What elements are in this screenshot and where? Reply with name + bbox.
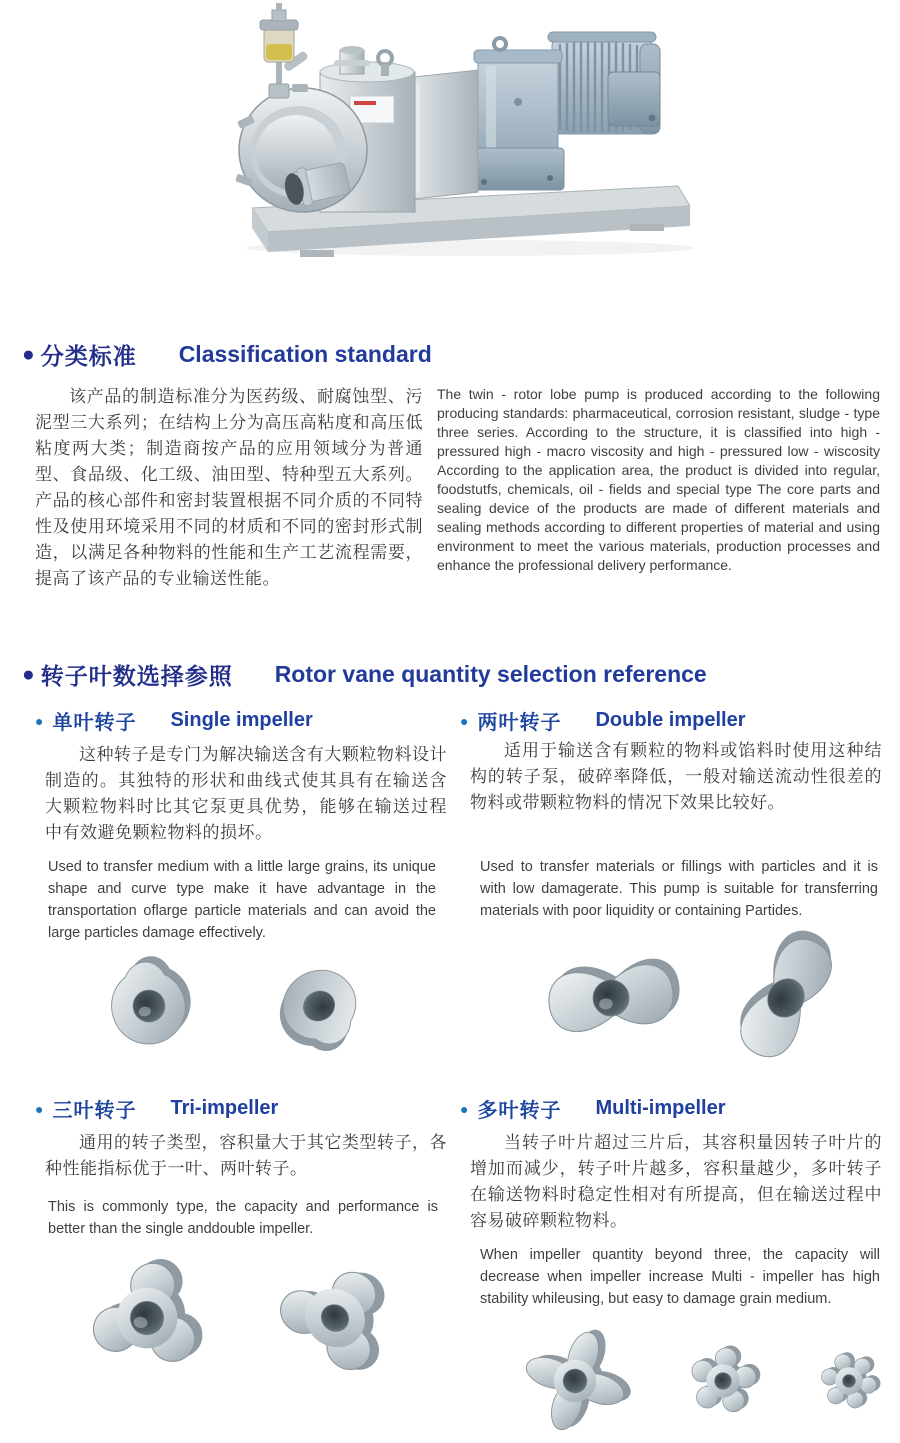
five-lobe-impeller-photo <box>667 1332 779 1430</box>
single-impeller-title-zh: 单叶转子 <box>52 712 137 734</box>
rotor-reference-title-en: Rotor vane quantity selection reference <box>274 661 707 687</box>
section-bullet-icon: ● <box>22 343 35 366</box>
single-impeller-title-en: Single impeller <box>170 709 313 731</box>
multi-impeller-body-zh: 当转子叶片超过三片后，其容积量因转子叶片的增加而减少，转子叶片越多，容积量越少，多叶转子在输送物料时稳定性相对有所提高，但在输送过程中容易破碎颗粒物料。 <box>470 1133 882 1230</box>
single-impeller-photo <box>248 945 390 1067</box>
double-impeller-title-zh: 两叶转子 <box>477 712 562 734</box>
double-impeller-title-en: Double impeller <box>595 709 746 731</box>
twin-rotor-lobe-pump-photo <box>200 0 700 260</box>
multi-impeller-title-zh: 多叶转子 <box>477 1100 562 1122</box>
single-impeller-body-en: Used to transfer medium with a little large grains, its unique shape and curve type make it have advantage in the transportation oflarge particle materials and can avoid the large particles damage effectively. <box>48 859 436 941</box>
double-impeller-body-zh: 适用于输送含有颗粒的物料或馅料时使用这种结构的转子泵，破碎率降低，一般对输送流动性很差的物料或带颗粒物料的情况下效果比较好。 <box>470 741 882 812</box>
tri-impeller-title-en: Tri-impeller <box>170 1097 279 1119</box>
tri-impeller-body-zh: 通用的转子类型，容积量大于其它类型转子，各种性能指标优于一叶、两叶转子。 <box>45 1133 447 1178</box>
single-impeller-body-zh: 这种转子是专门为解决输送含有大颗粒物料设计制造的。其独特的形状和曲线式使其具有在输送含大颗粒物料时比其它泵更具优势，能够在输送过程中有效避免颗粒物料的损坏。 <box>45 745 447 842</box>
classification-body-zh: 该产品的制造标准分为医药级、耐腐蚀型、污泥型三大系列；在结构上分为高压高粘度和高压低粘度两大类；制造商按产品的应用领域分为普通型、食品级、化工级、油田型、特种型五大系列。产品的核心部件和密封装置根据不同介质的不同特性及使用环境采用不同的材质和不同的密封形式制造，以满足各种物料的性能和生产工艺流程需要，提高了该产品的专业输送性能。 <box>35 387 423 588</box>
tri-impeller-photo <box>256 1248 414 1388</box>
tri-impeller-photo <box>72 1249 222 1387</box>
double-impeller-photo <box>535 929 687 1067</box>
item-bullet-icon: ● <box>35 712 44 729</box>
single-impeller-figures <box>78 945 390 1067</box>
tri-impeller-title-zh: 三叶转子 <box>52 1100 137 1122</box>
item-bullet-icon: ● <box>35 1100 44 1117</box>
single-impeller-heading <box>35 706 313 735</box>
rotor-reference-title-zh: 转子叶数选择参照 <box>40 663 233 689</box>
gearbox <box>470 38 564 190</box>
double-impeller-figures <box>535 928 859 1068</box>
multi-impeller-heading <box>460 1094 725 1123</box>
motor <box>548 32 660 134</box>
item-bullet-icon: ● <box>460 712 469 729</box>
single-impeller-photo <box>78 945 220 1067</box>
classification-title-zh: 分类标准 <box>40 343 137 369</box>
multi-impeller-body-en: When impeller quantity beyond three, the capacity will decrease when impeller increase Multi - impeller has high stability whileusing, but easy to damage grain medium. <box>480 1247 880 1307</box>
oil-sight-glass <box>260 3 309 98</box>
section-bullet-icon: ● <box>22 663 35 686</box>
tri-impeller-heading <box>35 1094 278 1123</box>
double-impeller-heading <box>460 706 746 735</box>
tri-impeller-body-en: This is commonly type, the capacity and performance is better than the single anddouble impeller. <box>48 1199 438 1237</box>
multi-impeller-figures <box>505 1322 897 1440</box>
double-impeller-photo <box>713 928 859 1068</box>
tri-impeller-figures <box>72 1248 414 1388</box>
classification-title-en: Classification standard <box>178 341 432 367</box>
double-impeller-body-en: Used to transfer materials or fillings with particles and it is with low damagerate. This pump is suitable for transferring materials with poor liquidity or containing Partides. <box>480 859 878 919</box>
multi-impeller-title-en: Multi-impeller <box>595 1097 726 1119</box>
six-lobe-impeller-photo <box>801 1338 897 1424</box>
rotor-reference-heading <box>22 658 707 691</box>
item-bullet-icon: ● <box>460 1100 469 1117</box>
pump-head <box>235 46 415 212</box>
four-lobe-impeller-photo <box>505 1322 645 1440</box>
classification-body-en: The twin - rotor lobe pump is produced according to the following producing standards: pharmaceutical, corrosion resistant, sludge - type three series. According to the structure, it is classified into high - pressured high - macro viscosity and high - pressured low - wiscosity According to the application area, the product is divided into regular, foodstutfs, chemicals, oil - fields and special type The core parts and sealing device of the products are made of different materials and sealing methods according to different properties of material and using environment to meet the various materials, production processes and enhance the professional delivery performance. <box>437 386 880 573</box>
classification-heading <box>22 338 432 371</box>
